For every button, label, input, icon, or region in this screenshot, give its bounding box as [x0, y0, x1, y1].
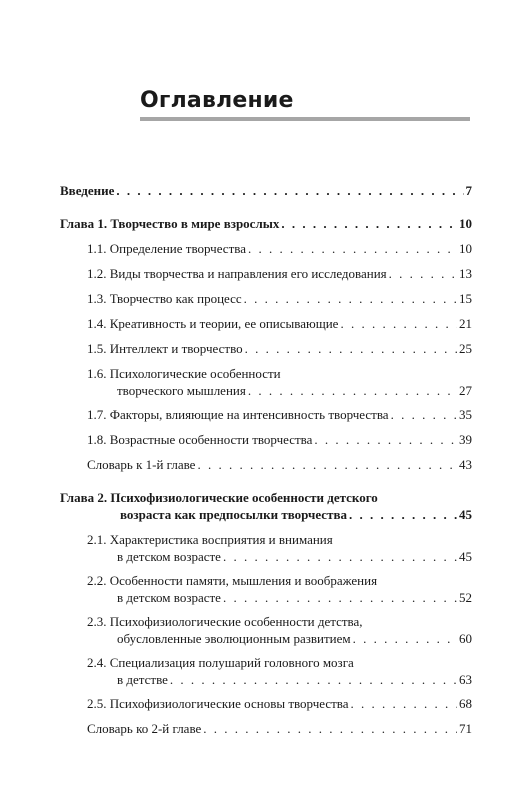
toc-page-number: 7 [465, 183, 472, 198]
toc-page-number: 71 [459, 721, 472, 736]
toc-page-number: 10 [459, 216, 472, 231]
toc-entry-title: в детстве [117, 672, 168, 687]
toc-entry-title: 2.1. Характеристика восприятия и внимания [87, 532, 333, 547]
dot-leader [351, 696, 457, 712]
toc-page-number: 25 [459, 341, 472, 356]
dot-leader [314, 432, 457, 448]
toc-page-number: 10 [459, 241, 472, 256]
toc-entry-title: 1.6. Психологические особенности [87, 366, 281, 381]
toc-entry-title: 1.7. Факторы, влияющие на интенсивность творчества [87, 407, 389, 422]
toc-entry-title: 1.3. Творчество как процесс [87, 291, 242, 306]
dot-leader [248, 383, 457, 399]
toc-page-number: 15 [459, 291, 472, 306]
toc-entry-title: 1.5. Интеллект и творчество [87, 341, 243, 356]
toc-entry-title: 2.2. Особенности памяти, мышления и воображения [87, 573, 378, 588]
toc-page-number: 63 [459, 672, 472, 687]
dot-leader [223, 549, 457, 565]
toc-entry-title: Словарь ко 2-й главе [87, 721, 202, 736]
toc-page-number: 68 [459, 696, 472, 711]
toc-page-number: 45 [459, 507, 472, 522]
title-rule [140, 117, 470, 121]
toc-page-number: 39 [459, 432, 472, 447]
toc-page-number: 21 [459, 316, 472, 331]
dot-leader [197, 457, 457, 473]
dot-leader [353, 631, 457, 647]
toc-entry-title: 1.8. Возрастные особенности творчества [87, 432, 313, 447]
toc-entry-title: в детском возрасте [117, 549, 221, 564]
dot-leader [391, 407, 457, 423]
dot-leader [245, 341, 457, 357]
toc-page-number: 43 [459, 457, 472, 472]
toc-entry-title: Глава 1. Творчество в мире взрослых [60, 216, 280, 231]
toc-entry-title: творческого мышления [117, 383, 246, 398]
dot-leader [244, 291, 457, 307]
toc-entry-title: 1.1. Определение творчества [87, 241, 246, 256]
dot-leader [203, 721, 457, 737]
toc-entry-title: Словарь к 1-й главе [87, 457, 196, 472]
toc-page-number: 45 [459, 549, 472, 564]
dot-leader [281, 216, 457, 232]
toc-entry-title: 2.4. Специализация полушарий головного мозга [87, 655, 354, 670]
dot-leader [223, 590, 457, 606]
toc-entry-title: 1.2. Виды творчества и направления его исследования [87, 266, 387, 281]
toc-entry-title: Глава 2. Психофизиологические особенности детского [60, 490, 378, 505]
toc-page-number: 52 [459, 590, 472, 605]
dot-leader [349, 507, 457, 523]
toc-page-number: 35 [459, 407, 472, 422]
dot-leader [116, 183, 463, 199]
dot-leader [340, 316, 457, 332]
toc-entry-title: Введение [60, 183, 115, 198]
dot-leader [248, 241, 457, 257]
toc-entry-title: 1.4. Креативность и теории, ее описывающие [87, 316, 339, 331]
dot-leader [389, 266, 457, 282]
dot-leader [170, 672, 457, 688]
toc-page-number: 13 [459, 266, 472, 281]
toc-entry-title: в детском возрасте [117, 590, 221, 605]
toc-entry-title: 2.3. Психофизиологические особенности детства, [87, 614, 363, 629]
page-title: Оглавление [140, 88, 294, 113]
toc-entry-title: возраста как предпосылки творчества [120, 507, 347, 522]
toc-entry-title: 2.5. Психофизиологические основы творчества [87, 696, 349, 711]
toc-entry-title: обусловленные эволюционным развитием [117, 631, 351, 646]
toc-page-number: 60 [459, 631, 472, 646]
toc-page-number: 27 [459, 383, 472, 398]
